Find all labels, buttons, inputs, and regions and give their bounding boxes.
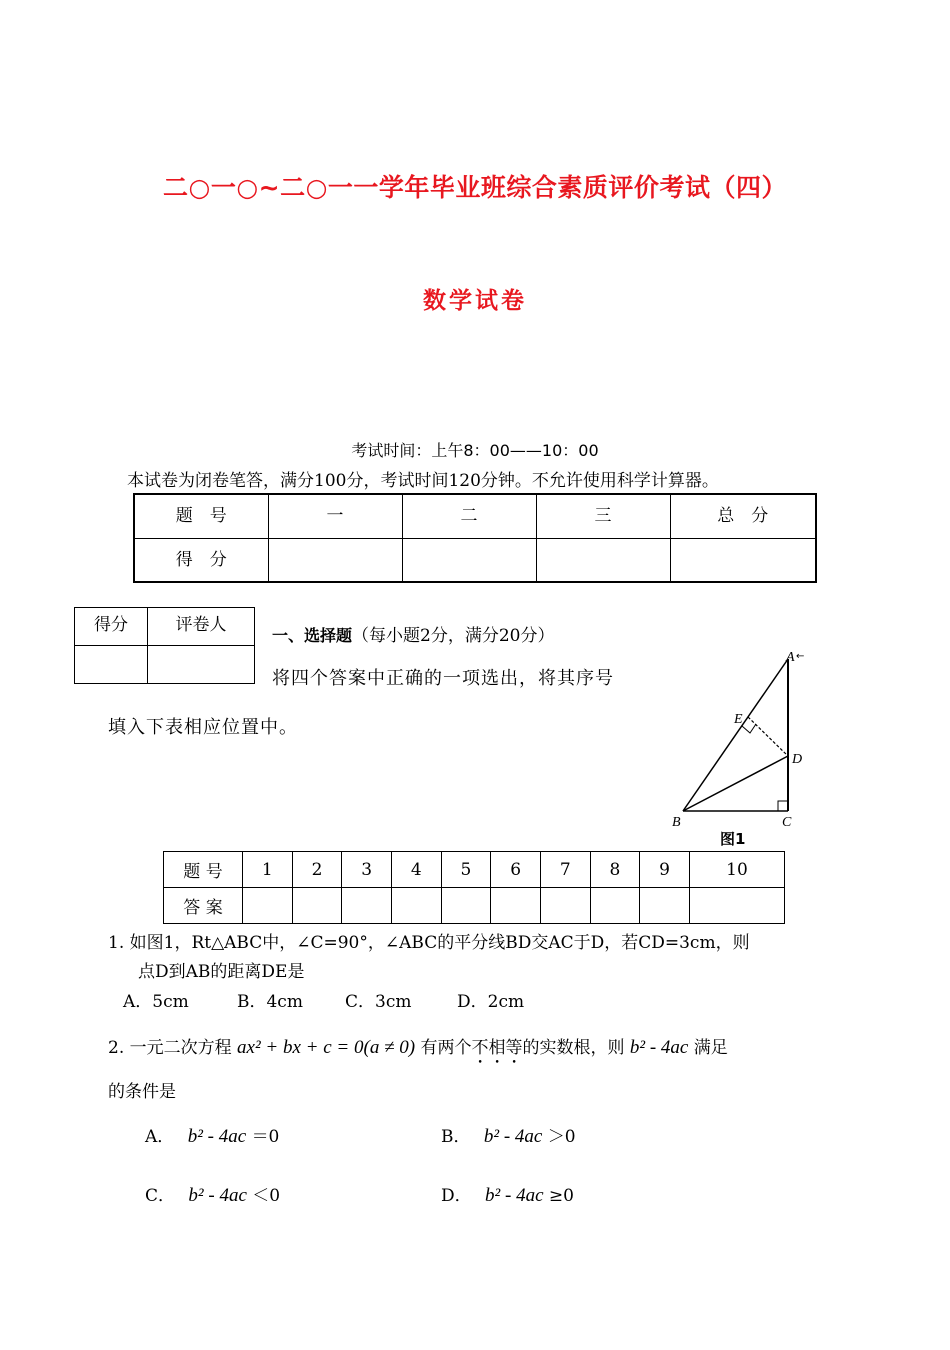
question-number: 7 [540,852,590,888]
score-header-1: 一 [268,494,402,538]
question-number: 1 [243,852,293,888]
question-number: 8 [590,852,640,888]
question-number: 4 [391,852,441,888]
q2-stem-line1 [108,1033,728,1068]
grader-name-cell[interactable] [148,646,255,684]
q2-middle-a: 有两个 [420,1038,472,1058]
section1-instruction-1: 将四个答案中正确的一项选出，将其序号 [272,668,614,689]
score-cell[interactable] [268,538,402,582]
exam-note: 本试卷为闭卷笔答，满分100分，考试时间120分钟。不允许使用科学计算器。 [127,471,719,491]
answer-row-label: 答 案 [164,888,243,924]
answer-cell[interactable] [491,888,541,924]
triangle-figure [668,645,818,850]
q1-stem-line2: 点D到AB的距离DE是 [138,962,305,982]
label-c: C [782,815,792,830]
q1-stem-line1: 1. 如图1，Rt△ABC中，∠C=90°，∠ABC的平分线BD交AC于D，若CD=3cm，则 [108,933,750,953]
section1-heading-line [272,621,554,646]
exam-subtitle: 数学试卷 [423,288,527,314]
exam-time: 考试时间：上午8：00——10：00 [351,441,599,460]
answer-cell[interactable] [640,888,690,924]
label-b: B [672,815,681,830]
segment-de [748,717,788,756]
right-angle-e [742,724,756,733]
q1-option-c: C．3cm [345,992,412,1012]
exam-title: 二○一○~二○一一学年毕业班综合素质评价考试（四） [163,173,787,202]
q2-emphasis: 不相等 [471,1038,523,1058]
q2-suffix: 满足 [693,1038,728,1058]
grader-score-cell[interactable] [75,646,148,684]
answer-cell[interactable] [540,888,590,924]
question-number: 5 [441,852,491,888]
question-number: 2 [292,852,342,888]
score-row-label: 得 分 [134,538,268,582]
q2-option-expression: b² - 4ac [187,1126,247,1147]
answer-cell[interactable] [391,888,441,924]
answer-row-label-number: 题 号 [164,852,243,888]
q2-option-relation: ≥0 [548,1186,574,1206]
answer-cell[interactable] [441,888,491,924]
answer-cell[interactable] [243,888,293,924]
question-number: 6 [491,852,541,888]
figure-caption: 图1 [720,830,746,848]
section1-instruction-2: 填入下表相应位置中。 [108,717,298,738]
grader-score-label: 得分 [75,608,148,646]
score-cell[interactable] [536,538,670,582]
q2-option-letter: A． [145,1127,175,1147]
score-table [133,493,817,583]
section1-heading: 一、选择题 [272,626,353,645]
answer-table [163,851,785,924]
arrow-icon: ← [796,651,805,662]
question-number: 3 [342,852,392,888]
score-header-2: 二 [402,494,536,538]
q2-option-c [145,1181,280,1207]
segment-ab [683,659,788,811]
q1-option-a: A．5cm [123,992,189,1012]
label-d: D [792,752,803,767]
question-number: 9 [640,852,690,888]
q2-option-expression: b² - 4ac [483,1126,543,1147]
q2-option-expression: b² - 4ac [485,1185,544,1206]
score-header-total: 总 分 [670,494,816,538]
q2-expression: b² - 4ac [629,1037,689,1058]
q2-option-letter: C． [145,1186,176,1206]
answer-cell[interactable] [689,888,784,924]
score-header-3: 三 [536,494,670,538]
q2-prefix: 2. 一元二次方程 [108,1038,232,1058]
q2-option-d [441,1181,574,1207]
score-cell[interactable] [670,538,816,582]
answer-cell[interactable] [292,888,342,924]
answer-cell[interactable] [590,888,640,924]
section1-heading-note: （每小题2分，满分20分） [352,626,555,646]
question-number: 10 [689,852,784,888]
score-header-label: 题 号 [134,494,268,538]
q2-option-letter: D． [441,1186,472,1206]
q2-middle-b: 的实数根，则 [522,1038,625,1058]
q2-option-relation: ＝0 [251,1127,280,1147]
q1-option-d: D．2cm [457,992,525,1012]
q2-option-b [441,1122,576,1148]
grader-name-label: 评卷人 [148,608,255,646]
q1-option-b: B．4cm [237,992,303,1012]
answer-cell[interactable] [342,888,392,924]
right-angle-c [778,801,788,811]
q2-equation: ax² + bx + c = 0(a ≠ 0) [237,1037,416,1058]
score-cell[interactable] [402,538,536,582]
q2-option-relation: ＜0 [252,1186,281,1206]
label-a: A [786,650,795,665]
q2-option-a [145,1122,279,1148]
grader-table [74,607,255,684]
q2-option-letter: B． [441,1127,471,1147]
q2-option-relation: ＞0 [547,1127,576,1147]
q2-stem-line2: 的条件是 [108,1082,176,1102]
label-e: E [734,712,743,727]
segment-bd [683,756,788,811]
q2-option-expression: b² - 4ac [188,1185,247,1206]
